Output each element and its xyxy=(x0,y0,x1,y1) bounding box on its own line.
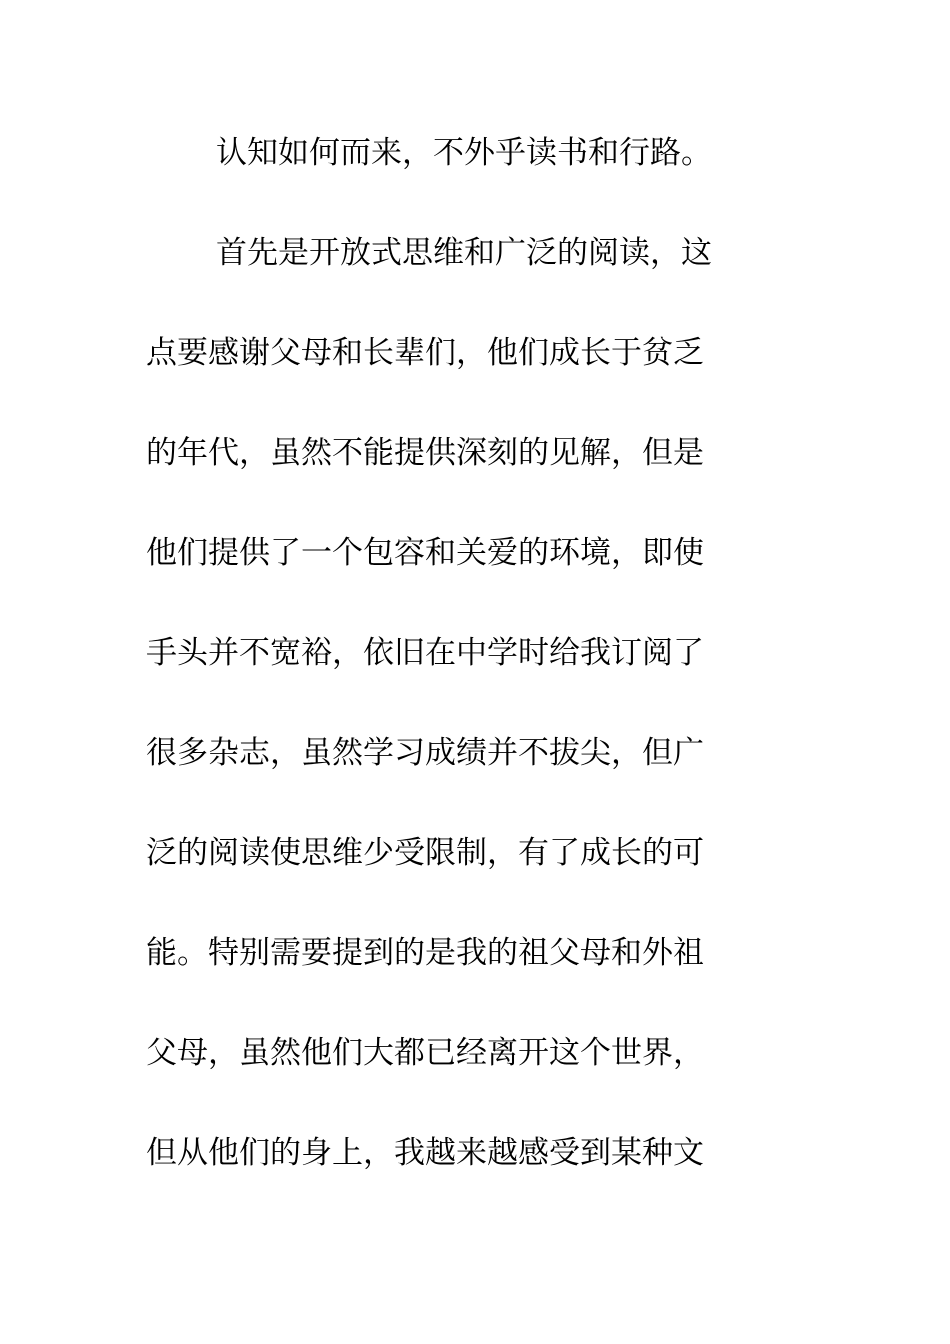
paragraph-line-5: 他们提供了一个包容和关爱的环境，即使 xyxy=(146,535,704,571)
paragraph-line-4: 的年代，虽然不能提供深刻的见解，但是 xyxy=(146,435,704,471)
paragraph-line-11: 但从他们的身上，我越来越感受到某种文 xyxy=(146,1135,704,1171)
paragraph-line-1: 认知如何而来，不外乎读书和行路。 xyxy=(216,135,712,171)
paragraph-line-7: 很多杂志，虽然学习成绩并不拔尖，但广 xyxy=(146,735,704,771)
paragraph-line-10: 父母，虽然他们大都已经离开这个世界， xyxy=(146,1035,704,1071)
paragraph-line-2: 首先是开放式思维和广泛的阅读，这 xyxy=(216,235,712,271)
paragraph-line-9: 能。特别需要提到的是我的祖父母和外祖 xyxy=(146,935,704,971)
paragraph-line-6: 手头并不宽裕，依旧在中学时给我订阅了 xyxy=(146,635,704,671)
paragraph-line-8: 泛的阅读使思维少受限制，有了成长的可 xyxy=(146,835,704,871)
paragraph-line-3: 点要感谢父母和长辈们，他们成长于贫乏 xyxy=(146,335,704,371)
